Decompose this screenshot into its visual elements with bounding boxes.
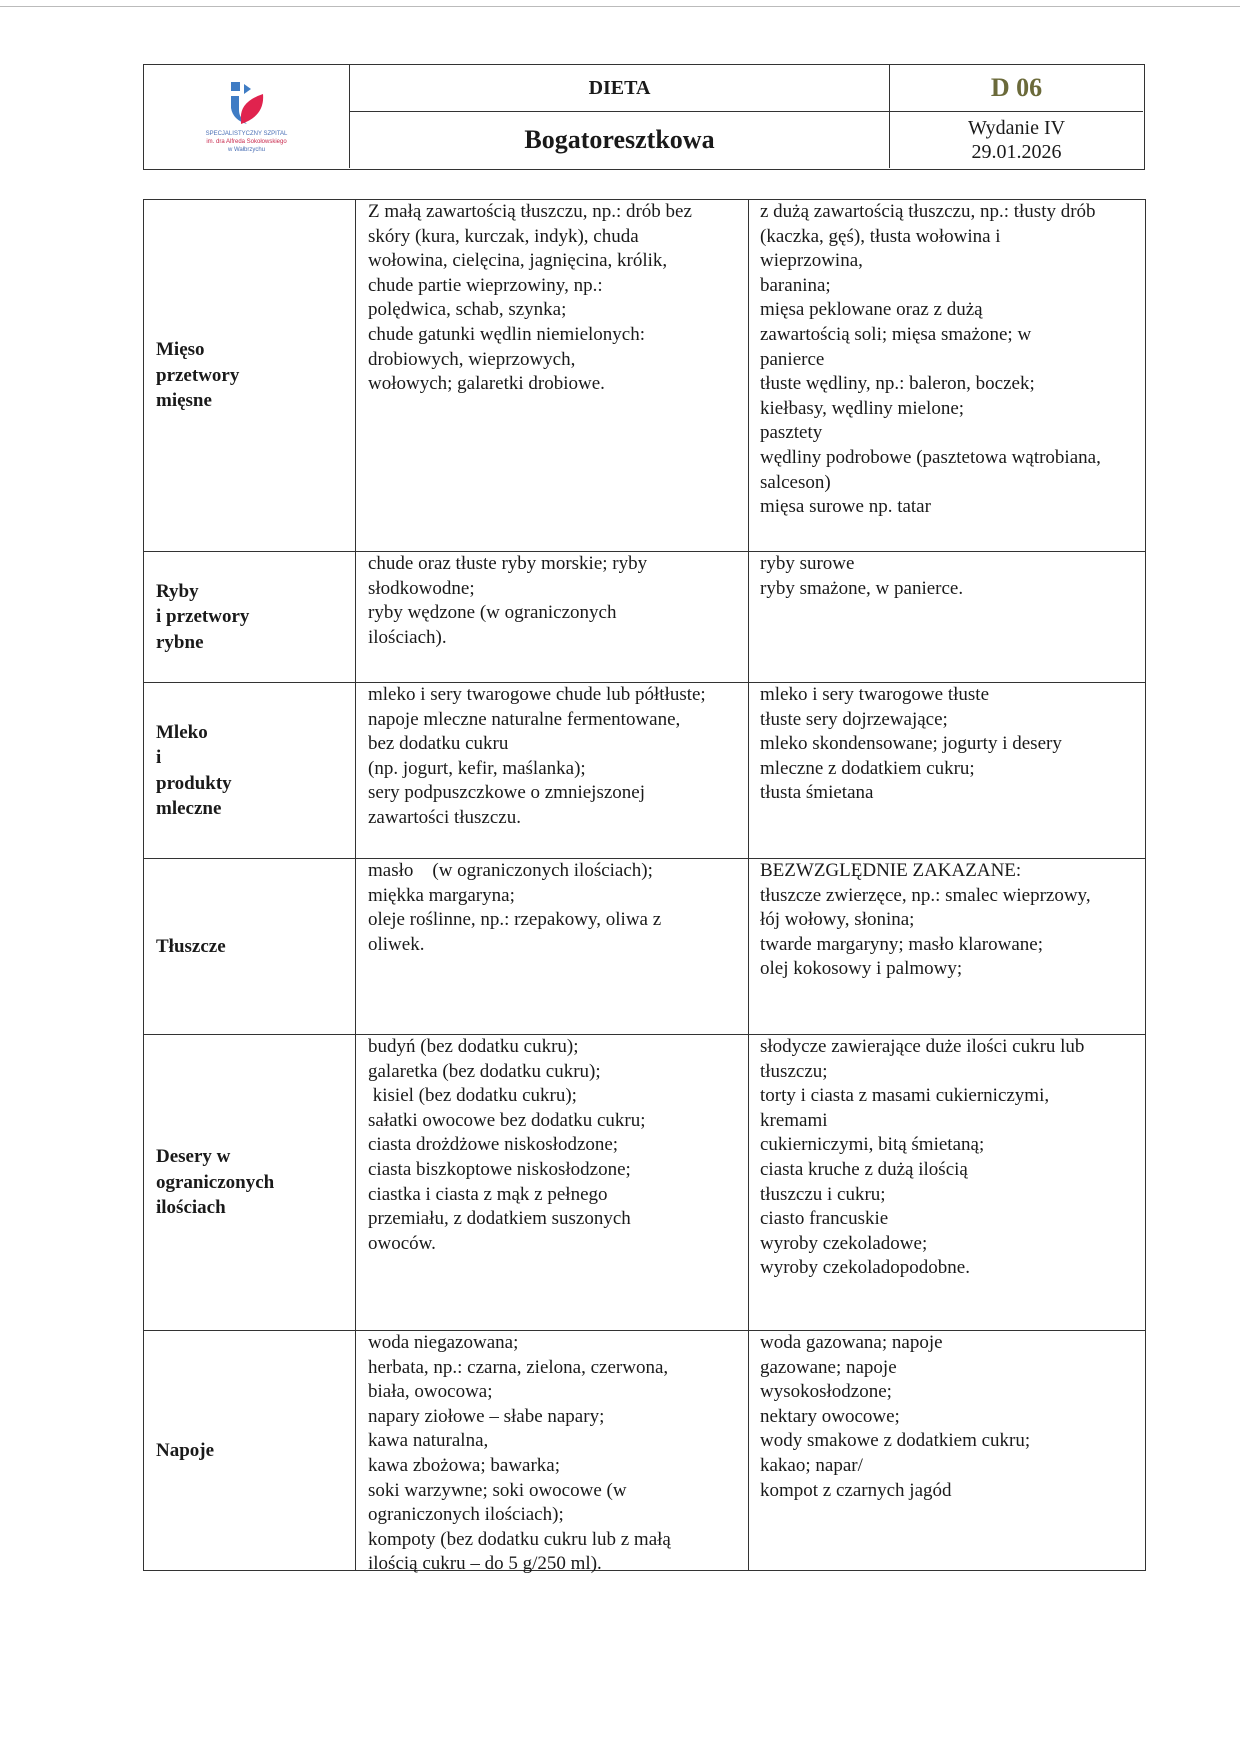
forbidden-line: tłuszczu; bbox=[760, 1060, 828, 1082]
table-row bbox=[144, 200, 1145, 551]
allowed-line: drobiowych, wieprzowych, bbox=[368, 348, 576, 370]
allowed-line: sałatki owocowe bez dodatku cukru; bbox=[368, 1109, 646, 1131]
category-cell bbox=[144, 1331, 356, 1570]
category-line: Napoje bbox=[156, 1439, 215, 1461]
forbidden-foods-cell bbox=[749, 200, 1145, 551]
category-line: mięsne bbox=[156, 390, 212, 412]
allowed-line: zawartości tłuszczu. bbox=[368, 806, 521, 828]
category-line: produkty bbox=[156, 772, 232, 794]
forbidden-line: tłuszczu i cukru; bbox=[760, 1183, 886, 1205]
edition-info bbox=[890, 112, 1143, 168]
allowed-line: soki warzywne; soki owocowe (w bbox=[368, 1479, 627, 1501]
forbidden-line: ryby surowe bbox=[760, 553, 855, 574]
edition: Wydanie IV bbox=[967, 117, 1066, 139]
category-line: Mięso bbox=[156, 339, 205, 361]
table-row bbox=[144, 858, 1145, 1034]
allowed-line: (np. jogurt, kefir, maślanka); bbox=[368, 757, 586, 779]
allowed-line: sery podpuszczkowe o zmniejszonej bbox=[368, 782, 645, 804]
allowed-line: ciasta biszkoptowe niskosłodzone; bbox=[368, 1158, 631, 1180]
logo-mark-icon bbox=[217, 80, 277, 130]
forbidden-line: nektary owocowe; bbox=[760, 1405, 900, 1427]
category-line: ograniczonych bbox=[156, 1171, 275, 1193]
allowed-line: herbata, np.: czarna, zielona, czerwona, bbox=[368, 1356, 669, 1378]
table-row bbox=[144, 1330, 1145, 1575]
diet-table bbox=[143, 199, 1146, 1575]
forbidden-foods-cell bbox=[749, 683, 1145, 858]
forbidden-line: kremami bbox=[760, 1109, 828, 1131]
forbidden-line: woda gazowana; napoje bbox=[760, 1332, 943, 1353]
category-cell bbox=[144, 683, 356, 858]
forbidden-line: pasztety bbox=[760, 422, 823, 444]
allowed-line: ciasta drożdżowe niskosłodzone; bbox=[368, 1134, 619, 1156]
category-line: mleczne bbox=[156, 798, 222, 819]
allowed-line: polędwica, schab, szynka; bbox=[368, 299, 567, 321]
forbidden-line: mięsa surowe np. tatar bbox=[760, 496, 931, 518]
section-title: DIETA bbox=[350, 65, 890, 112]
forbidden-line: BEZWZGLĘDNIE ZAKAZANE: bbox=[760, 860, 1022, 881]
logo-line: im. dra Alfreda Sokołowskiego bbox=[206, 138, 287, 145]
allowed-line: biała, owocowa; bbox=[368, 1381, 493, 1403]
forbidden-foods-cell bbox=[749, 1331, 1145, 1570]
diet-name: Bogatoresztkowa bbox=[350, 112, 890, 168]
forbidden-line: olej kokosowy i palmowy; bbox=[760, 958, 963, 980]
forbidden-line: panierce bbox=[760, 348, 825, 370]
category-line: Desery w bbox=[156, 1146, 231, 1168]
allowed-line: oleje roślinne, np.: rzepakowy, oliwa z bbox=[368, 909, 662, 931]
allowed-line: ograniczonych ilościach); bbox=[368, 1504, 564, 1526]
category-cell bbox=[144, 859, 356, 1034]
category-line: i bbox=[156, 747, 162, 768]
forbidden-foods-cell bbox=[749, 859, 1145, 1034]
forbidden-line: mleko skondensowane; jogurty i desery bbox=[760, 733, 1062, 755]
allowed-line: kisiel (bez dodatku cukru); bbox=[368, 1085, 577, 1107]
forbidden-line: wyroby czekoladowe; bbox=[760, 1232, 928, 1254]
allowed-line: ilością cukru – do 5 g/250 ml). bbox=[368, 1553, 602, 1575]
allowed-foods-cell bbox=[356, 1331, 749, 1575]
forbidden-line: ryby smażone, w panierce. bbox=[760, 577, 964, 599]
allowed-line: galaretka (bez dodatku cukru); bbox=[368, 1060, 601, 1082]
forbidden-foods-cell bbox=[749, 552, 1145, 682]
forbidden-line: mleko i sery twarogowe tłuste bbox=[760, 684, 990, 705]
forbidden-line: salceson) bbox=[760, 471, 831, 493]
allowed-line: ciastka i ciasta z mąk z pełnego bbox=[368, 1183, 608, 1205]
forbidden-line: wędliny podrobowe (pasztetowa wątrobiana, bbox=[760, 446, 1101, 468]
allowed-line: woda niegazowana; bbox=[368, 1332, 519, 1353]
forbidden-line: słodycze zawierające duże ilości cukru lub bbox=[760, 1036, 1085, 1057]
allowed-line: skóry (kura, kurczak, indyk), chuda bbox=[368, 225, 639, 247]
logo-line: SPECJALISTYCZNY SZPITAL bbox=[205, 130, 288, 137]
allowed-line: przemiału, z dodatkiem suszonych bbox=[368, 1208, 631, 1230]
allowed-line: napary ziołowe – słabe napary; bbox=[368, 1405, 605, 1427]
category-cell bbox=[144, 552, 356, 682]
forbidden-line: gazowane; napoje bbox=[760, 1356, 897, 1378]
category-cell bbox=[144, 200, 356, 551]
forbidden-line: wieprzowina, bbox=[760, 250, 863, 272]
category-cell bbox=[144, 1035, 356, 1330]
allowed-line: mleko i sery twarogowe chude lub półtłuste; bbox=[368, 684, 706, 705]
allowed-line: chude oraz tłuste ryby morskie; ryby bbox=[368, 553, 648, 574]
forbidden-line: twarde margaryny; masło klarowane; bbox=[760, 933, 1043, 955]
table-row bbox=[144, 1034, 1145, 1330]
forbidden-line: z dużą zawartością tłuszczu, np.: tłusty drób bbox=[760, 201, 1096, 222]
allowed-foods-cell bbox=[356, 200, 749, 551]
allowed-foods-cell bbox=[356, 552, 749, 682]
allowed-line: miękka margaryna; bbox=[368, 884, 515, 906]
table-row bbox=[144, 682, 1145, 858]
allowed-line: słodkowodne; bbox=[368, 577, 475, 599]
forbidden-line: tłuste wędliny, np.: baleron, boczek; bbox=[760, 373, 1035, 395]
category-line: Ryby bbox=[156, 580, 199, 602]
forbidden-line: łój wołowy, słonina; bbox=[760, 909, 915, 931]
category-line: rybne bbox=[156, 631, 204, 653]
forbidden-line: ciasta kruche z dużą ilością bbox=[760, 1158, 968, 1180]
allowed-line: bez dodatku cukru bbox=[368, 733, 509, 755]
forbidden-line: kompot z czarnych jagód bbox=[760, 1479, 952, 1501]
forbidden-line: mleczne z dodatkiem cukru; bbox=[760, 757, 975, 779]
allowed-foods-cell bbox=[356, 859, 749, 1034]
allowed-line: ilościach). bbox=[368, 626, 447, 648]
edition-date: 29.01.2026 bbox=[971, 141, 1062, 163]
forbidden-line: cukierniczymi, bitą śmietaną; bbox=[760, 1134, 985, 1156]
allowed-line: kawa naturalna, bbox=[368, 1430, 489, 1452]
category-line: przetwory bbox=[156, 364, 240, 386]
forbidden-line: kakao; napar/ bbox=[760, 1454, 863, 1476]
forbidden-line: zawartością soli; mięsa smażone; w bbox=[760, 323, 1032, 345]
allowed-line: chude partie wieprzowiny, np.: bbox=[368, 274, 603, 296]
hospital-logo bbox=[144, 65, 350, 168]
allowed-line: owoców. bbox=[368, 1232, 436, 1254]
forbidden-line: tłuste sery dojrzewające; bbox=[760, 708, 948, 730]
category-line: i przetwory bbox=[156, 606, 250, 628]
category-line: ilościach bbox=[156, 1197, 226, 1219]
allowed-line: Z małą zawartością tłuszczu, np.: drób bez bbox=[368, 201, 692, 222]
forbidden-line: tłuszcze zwierzęce, np.: smalec wieprzowy, bbox=[760, 884, 1091, 906]
forbidden-line: ciasto francuskie bbox=[760, 1208, 889, 1230]
logo-line: w Wałbrzychu bbox=[227, 146, 266, 153]
forbidden-line: wody smakowe z dodatkiem cukru; bbox=[760, 1430, 1031, 1452]
forbidden-line: kiełbasy, wędliny mielone; bbox=[760, 397, 965, 419]
forbidden-line: wysokosłodzone; bbox=[760, 1381, 892, 1403]
allowed-line: masło (w ograniczonych ilościach); bbox=[368, 860, 653, 881]
forbidden-line: torty i ciasta z masami cukierniczymi, bbox=[760, 1085, 1050, 1107]
document-header bbox=[143, 64, 1145, 170]
forbidden-line: tłusta śmietana bbox=[760, 782, 874, 804]
category-line: Mleko bbox=[156, 721, 208, 743]
allowed-line: kompoty (bez dodatku cukru lub z małą bbox=[368, 1528, 671, 1550]
logo-text bbox=[206, 130, 288, 154]
allowed-line: wołowych; galaretki drobiowe. bbox=[368, 373, 605, 395]
forbidden-line: (kaczka, gęś), tłusta wołowina i bbox=[760, 225, 1001, 247]
forbidden-foods-cell bbox=[749, 1035, 1145, 1330]
allowed-foods-cell bbox=[356, 1035, 749, 1330]
category-line: Tłuszcze bbox=[156, 935, 226, 957]
allowed-line: kawa zbożowa; bawarka; bbox=[368, 1454, 561, 1476]
forbidden-line: baranina; bbox=[760, 274, 831, 296]
table-row bbox=[144, 551, 1145, 682]
allowed-line: budyń (bez dodatku cukru); bbox=[368, 1036, 579, 1057]
allowed-line: napoje mleczne naturalne fermentowane, bbox=[368, 708, 681, 730]
allowed-line: oliwek. bbox=[368, 933, 425, 955]
forbidden-line: mięsa peklowane oraz z dużą bbox=[760, 299, 983, 321]
allowed-line: ryby wędzone (w ograniczonych bbox=[368, 602, 617, 624]
scan-edge-line bbox=[0, 6, 1240, 7]
allowed-line: wołowina, cielęcina, jagnięcina, królik, bbox=[368, 250, 668, 272]
allowed-foods-cell bbox=[356, 683, 749, 858]
document-code: D 06 bbox=[890, 65, 1143, 112]
forbidden-line: wyroby czekoladopodobne. bbox=[760, 1257, 970, 1279]
allowed-line: chude gatunki wędlin niemielonych: bbox=[368, 323, 646, 345]
